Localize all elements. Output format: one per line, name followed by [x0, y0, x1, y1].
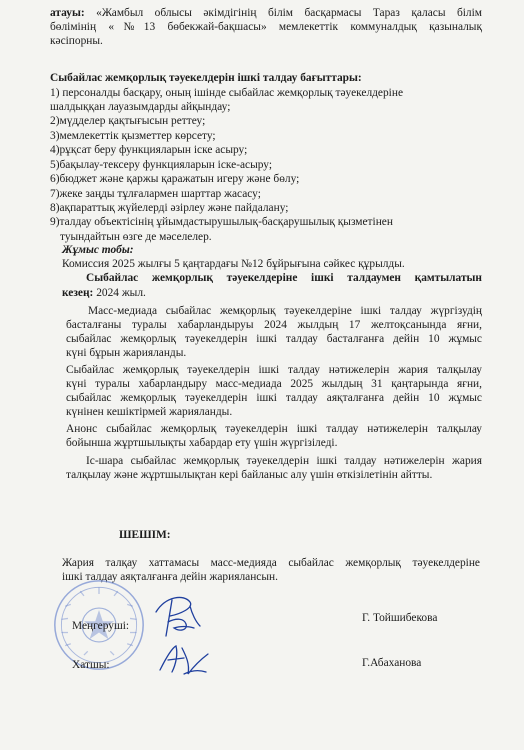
direction-item: 2)мүдделер қақтығысын реттеу; — [50, 115, 206, 127]
secretary-name: Г.Абаханова — [362, 657, 422, 669]
period-heading-line-2: кезең: — [62, 287, 94, 299]
body-line: Масс-медиада сыбайлас жемқорлық тәуекелдеріне ішкі талдау жүргізудің — [88, 305, 482, 317]
period-heading-line-1: Сыбайлас жемқорлық тәуекелдеріне ішкі талдаумен қамтылатын — [86, 272, 482, 284]
period-value: 2024 жыл. — [96, 287, 146, 299]
body-line: күні туралы хабарландыру масс-медиада 2025 жылдың 31 қаңтарында яғни, — [66, 378, 482, 390]
body-line: сыбайлас жемқорлық тәуекелдерін ішкі талдау басталғанға дейін 10 жұмыс — [66, 333, 482, 345]
decision-line: Жария талқау хаттамасы масс-медияда сыбайлас жемқорлық тәуекелдеріне — [62, 557, 480, 569]
direction-item: туындайтын өзге де мәселелер. — [60, 231, 212, 243]
head-handwritten-signature — [150, 592, 202, 642]
directions-heading: Сыбайлас жемқорлық тәуекелдерін ішкі талдау бағыттары: — [50, 72, 362, 84]
group-heading: Жұмыс тобы: — [62, 244, 134, 256]
group-text: Комиссия 2025 жылғы 5 қаңтардағы №12 бұйрығына сәйкес құрылды. — [62, 258, 405, 270]
intro-line-3: кәсіпорны. — [50, 35, 103, 47]
head-role-label: Меңгеруші: — [72, 620, 130, 632]
intro-line-1 — [50, 7, 482, 20]
direction-item: 1) персоналды басқару, оның ішінде сыбайлас жемқорлық тәуекелдеріне — [50, 87, 404, 99]
direction-item: 6)бюджет және қаржы қаражатын игеру және бөлу; — [50, 173, 300, 185]
intro-text-1: «Жамбыл облысы әкімдігінің білім басқармасы Тараз қаласы білім — [96, 7, 482, 19]
decision-line: ішкі талдау аяқталғанға дейін жариялансын. — [62, 571, 278, 583]
secretary-role-label: Хатшы: — [72, 659, 110, 671]
direction-item: 8)ақпараттық жүйелерді әзірлеу және пайдалану; — [50, 202, 289, 214]
body-line: сыбайлас жемқорлық тәуекелдерін ішкі талдау аяқталғанға дейін 10 жұмыс — [66, 392, 482, 404]
head-name: Г. Тойшибекова — [362, 612, 438, 624]
direction-item: 4)рұқсат беру функцияларын іске асыру; — [50, 144, 248, 156]
body-line: талқылау және жұртшылықтан кері байланыс алу үшін өткізілетінін айтты. — [66, 469, 433, 481]
body-line: Анонс сыбайлас жемқорлық тәуекелдерін ішкі талдау нәтижелерін талқылау — [66, 423, 482, 435]
body-line: күнінен кешіктірмей жарияланды. — [66, 406, 233, 418]
secretary-handwritten-signature — [156, 640, 210, 680]
period-line-2 — [62, 287, 146, 300]
direction-item: 3)мемлекеттік қызметтер көрсету; — [50, 130, 216, 142]
body-line: Сыбайлас жемқорлық тәуекелдерін ішкі талдау нәтижелерін жария талқылау — [66, 364, 482, 376]
direction-item: 9)талдау объектісінің ұйымдастырушылық-басқарушылық қызметінен — [50, 216, 393, 228]
direction-item: 7)жеке заңды тұлғалармен шарттар жасасу; — [50, 188, 261, 200]
body-line: Іс-шара сыбайлас жемқорлық тәуекелдерін ішкі талдау нәтижелерін жария — [86, 455, 482, 467]
intro-line-2: бөлімінің «№13 бөбекжай-бақшасы» мемлекеттік коммуналдық қазыналық — [50, 21, 482, 33]
decision-heading: ШЕШІМ: — [119, 529, 171, 541]
body-line: бойынша жұртшылықты хабардар ету үшін жүргізіледі. — [66, 437, 338, 449]
direction-item: 5)бақылау-тексеру функцияларын іске-асыру; — [50, 159, 273, 171]
body-line: басталғаны туралы хабарландыруы 2024 жылдың 17 желтоқсанында яғни, — [66, 319, 482, 331]
body-line: күні бұрын жарияланды. — [66, 347, 187, 359]
intro-label: атауы: — [50, 7, 85, 19]
direction-item: шалдыққан лауазымдарды айқындау; — [50, 101, 231, 113]
